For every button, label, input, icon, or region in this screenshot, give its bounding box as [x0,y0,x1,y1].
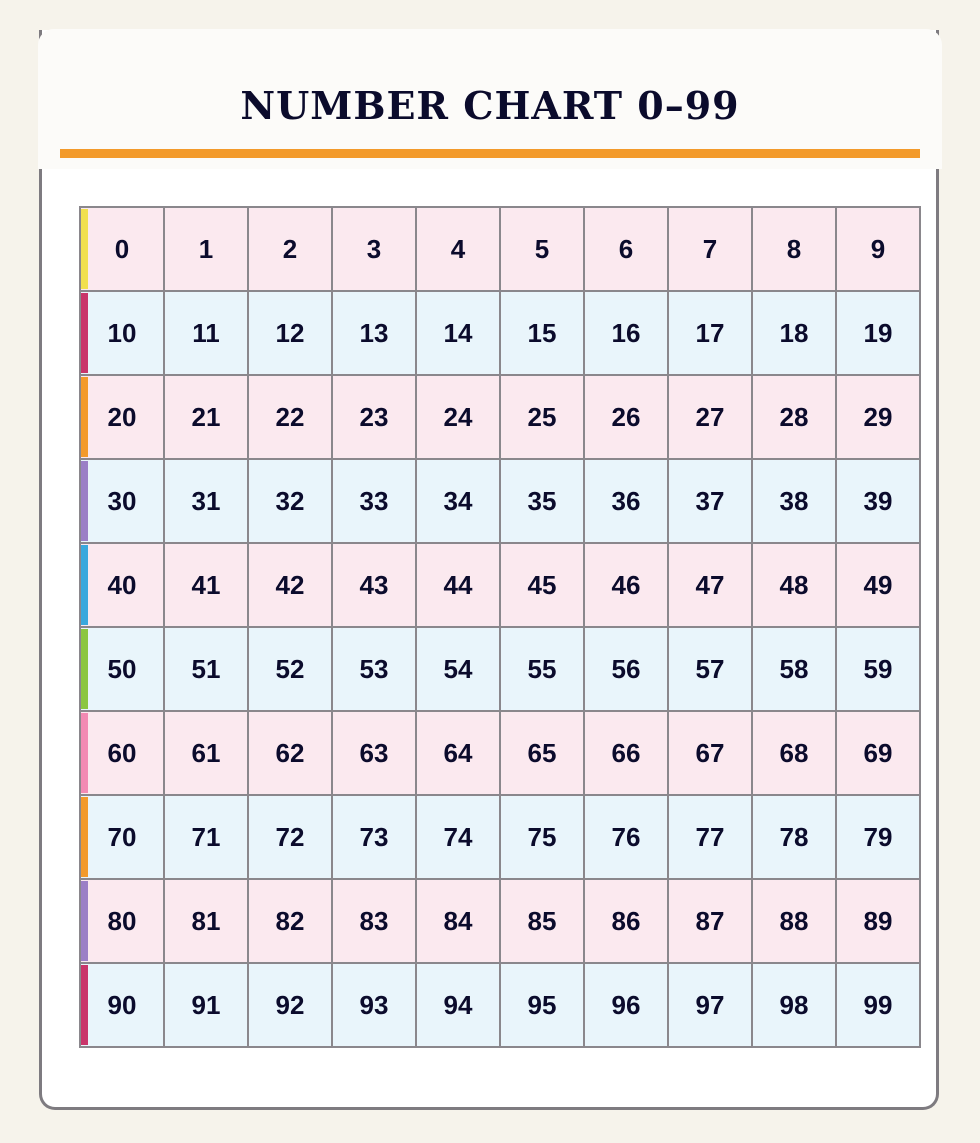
number-cell [752,711,836,795]
number-cell [80,711,164,795]
number-label: 95 [527,989,557,1020]
number-label: 34 [443,485,473,516]
number-label: 60 [107,737,137,768]
number-label: 76 [611,821,641,852]
number-label: 90 [107,989,137,1020]
number-cell [248,543,332,627]
number-label: 15 [527,317,557,348]
number-label: 78 [779,821,809,852]
number-cell [416,795,500,879]
number-cell [668,207,752,291]
number-cell [752,963,836,1047]
number-cell [500,375,584,459]
number-cell [332,627,416,711]
number-label: 43 [359,569,389,600]
grid-row [80,375,920,459]
number-cell [752,795,836,879]
number-label: 75 [527,821,557,852]
number-label: 3 [366,233,382,264]
number-cell [584,627,668,711]
number-label: 92 [275,989,305,1020]
number-cell [248,459,332,543]
grid-row [80,459,920,543]
number-cell [248,795,332,879]
number-label: 67 [695,737,725,768]
row-color-stripe [81,293,88,373]
accent-divider [60,149,920,158]
number-label: 5 [534,233,550,264]
number-cell [332,543,416,627]
number-label: 22 [275,401,305,432]
number-cell [416,963,500,1047]
number-cell [164,291,248,375]
number-cell [248,963,332,1047]
number-label: 36 [611,485,641,516]
number-label: 77 [695,821,725,852]
number-cell [500,291,584,375]
number-label: 89 [863,905,893,936]
number-label: 65 [527,737,557,768]
number-label: 13 [359,317,389,348]
number-cell [80,963,164,1047]
number-cell [668,291,752,375]
number-cell [584,207,668,291]
row-color-stripe [81,713,88,793]
number-label: 86 [611,905,641,936]
number-cell [668,879,752,963]
number-cell [752,291,836,375]
grid-row [80,795,920,879]
number-label: 63 [359,737,389,768]
number-label: 23 [359,401,389,432]
number-cell [416,375,500,459]
number-cell [332,375,416,459]
row-color-stripe [81,461,88,541]
number-cell [836,795,920,879]
number-label: 57 [695,653,725,684]
number-cell [584,543,668,627]
number-label: 82 [275,905,305,936]
grid-row [80,711,920,795]
number-label: 55 [527,653,557,684]
number-cell [668,711,752,795]
number-label: 85 [527,905,557,936]
number-cell [332,459,416,543]
number-cell [248,879,332,963]
number-cell [584,879,668,963]
number-cell [668,543,752,627]
number-label: 84 [443,905,473,936]
number-cell [500,795,584,879]
number-label: 81 [191,905,221,936]
number-cell [500,879,584,963]
number-label: 69 [863,737,893,768]
number-label: 83 [359,905,389,936]
number-label: 53 [359,653,389,684]
row-color-stripe [81,545,88,625]
number-cell [500,459,584,543]
number-label: 20 [107,401,137,432]
number-label: 70 [107,821,137,852]
number-cell [584,459,668,543]
number-label: 33 [359,485,389,516]
row-color-stripe [81,965,88,1045]
row-color-stripe [81,629,88,709]
row-color-stripe [81,797,88,877]
number-cell [836,879,920,963]
number-label: 88 [779,905,809,936]
number-label: 7 [702,233,718,264]
number-label: 99 [863,989,893,1020]
number-cell [836,291,920,375]
number-cell [668,375,752,459]
number-cell [248,291,332,375]
number-label: 18 [779,317,809,348]
number-label: 0 [114,233,130,264]
number-cell [332,879,416,963]
number-label: 94 [443,989,473,1020]
row-color-stripe [81,377,88,457]
number-cell [752,627,836,711]
number-label: 44 [443,569,473,600]
number-cell [416,627,500,711]
number-label: 35 [527,485,557,516]
number-cell [164,207,248,291]
number-label: 28 [779,401,809,432]
number-label: 40 [107,569,137,600]
number-label: 62 [275,737,305,768]
grid-row [80,879,920,963]
number-label: 51 [191,653,221,684]
number-cell [248,711,332,795]
number-label: 2 [282,233,298,264]
number-cell [836,375,920,459]
number-label: 42 [275,569,305,600]
number-label: 96 [611,989,641,1020]
number-label: 4 [450,233,466,264]
number-cell [332,711,416,795]
number-cell [332,963,416,1047]
number-label: 37 [695,485,725,516]
number-label: 24 [443,401,473,432]
number-label: 32 [275,485,305,516]
number-label: 74 [443,821,473,852]
number-grid [79,206,921,1048]
row-color-stripe [81,209,88,289]
number-cell [80,795,164,879]
number-cell [668,963,752,1047]
number-cell [752,459,836,543]
number-cell [836,627,920,711]
number-cell [164,795,248,879]
number-label: 17 [695,317,725,348]
number-label: 9 [870,233,886,264]
number-cell [752,207,836,291]
number-cell [584,375,668,459]
number-cell [80,375,164,459]
number-cell [164,375,248,459]
chart-header [38,29,942,169]
number-cell [248,627,332,711]
number-label: 73 [359,821,389,852]
number-label: 1 [198,233,214,264]
number-label: 16 [611,317,641,348]
number-label: 49 [863,569,893,600]
number-cell [164,711,248,795]
number-cell [416,879,500,963]
number-cell [164,543,248,627]
grid-row [80,207,920,291]
number-cell [80,291,164,375]
number-cell [416,711,500,795]
number-label: 21 [191,401,221,432]
number-label: 97 [695,989,725,1020]
number-cell [668,627,752,711]
number-label: 59 [863,653,893,684]
number-cell [500,711,584,795]
number-label: 30 [107,485,137,516]
number-cell [248,375,332,459]
number-label: 87 [695,905,725,936]
number-label: 50 [107,653,137,684]
number-label: 19 [863,317,893,348]
number-cell [332,291,416,375]
number-label: 29 [863,401,893,432]
number-label: 11 [192,317,220,348]
number-cell [836,963,920,1047]
number-label: 91 [191,989,221,1020]
number-cell [584,711,668,795]
number-cell [416,207,500,291]
number-label: 98 [779,989,809,1020]
number-label: 38 [779,485,809,516]
number-cell [668,459,752,543]
number-cell [752,879,836,963]
number-label: 93 [359,989,389,1020]
row-color-stripe [81,881,88,961]
number-label: 26 [611,401,641,432]
number-cell [836,711,920,795]
number-label: 61 [191,737,221,768]
number-label: 64 [443,737,473,768]
number-label: 80 [107,905,137,936]
number-cell [500,963,584,1047]
number-cell [80,543,164,627]
number-label: 10 [107,317,137,348]
number-cell [836,543,920,627]
number-cell [80,879,164,963]
number-label: 39 [863,485,893,516]
number-cell [752,543,836,627]
number-cell [416,543,500,627]
number-cell [836,207,920,291]
number-grid-body [80,207,920,1047]
number-cell [248,207,332,291]
number-label: 8 [786,233,802,264]
number-cell [668,795,752,879]
number-label: 79 [863,821,893,852]
number-cell [416,291,500,375]
number-cell [416,459,500,543]
number-label: 52 [275,653,305,684]
grid-row [80,627,920,711]
number-cell [584,291,668,375]
number-label: 12 [275,317,305,348]
number-cell [80,207,164,291]
number-label: 54 [443,653,473,684]
number-label: 25 [527,401,557,432]
number-cell [164,627,248,711]
page-title: NUMBER CHART 0–99 [240,83,740,128]
number-label: 48 [779,569,809,600]
number-cell [332,207,416,291]
number-cell [164,879,248,963]
number-cell [500,627,584,711]
number-cell [164,459,248,543]
number-label: 14 [443,317,473,348]
number-cell [500,207,584,291]
number-label: 27 [695,401,725,432]
grid-row [80,291,920,375]
grid-row [80,543,920,627]
number-label: 47 [695,569,725,600]
number-label: 58 [779,653,809,684]
number-cell [332,795,416,879]
number-label: 41 [191,569,221,600]
number-label: 31 [191,485,221,516]
number-label: 6 [618,233,634,264]
number-label: 71 [191,821,221,852]
number-cell [584,795,668,879]
number-cell [164,963,248,1047]
number-label: 45 [527,569,557,600]
number-label: 72 [275,821,305,852]
grid-row [80,963,920,1047]
number-label: 46 [611,569,641,600]
number-cell [500,543,584,627]
number-cell [836,459,920,543]
number-label: 66 [611,737,641,768]
number-cell [584,963,668,1047]
number-cell [80,627,164,711]
number-cell [752,375,836,459]
number-label: 68 [779,737,809,768]
number-cell [80,459,164,543]
number-label: 56 [611,653,641,684]
